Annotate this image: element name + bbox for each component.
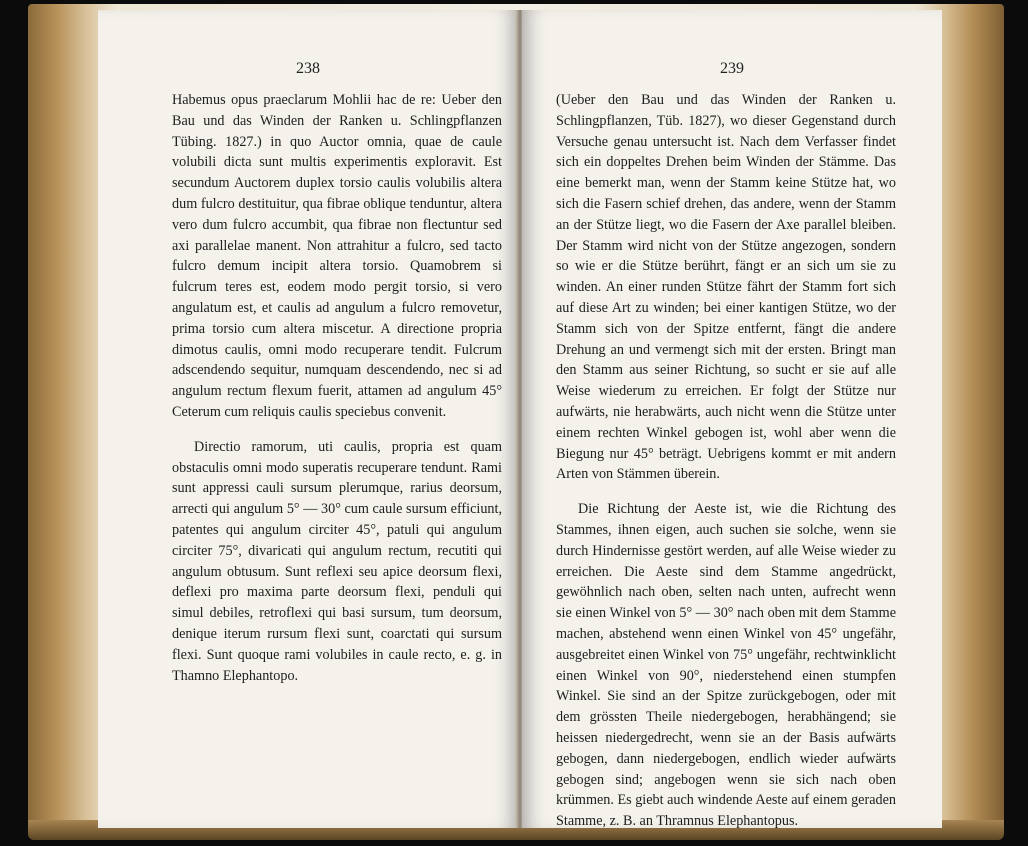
left-paragraph-1: Habemus opus praeclarum Mohlii hac de re: Ueber den Bau und das Winden der Ranken u. Schlingpflanzen Tübing. 1827.) in quo Auctor omnia, quae de caule volubili dicta sunt multis experimentis exploravit. Est secundum Auctorem duplex torsio caulis volubilis altera dum fulcro destituitur, qua fibrae oblique tenduntur, altera vero dum fulcro accumbit, qua fibrae non flectuntur sed axi parallelae manent. Non attrahitur a fulcro, sed tacto fulcro demum incipit altera torsio. Quamobrem si fulcrum teres est, eodem modo pergit torsio, si vero angulatum est, et caulis ad angulum a fulcro removetur, prima torsio cum altera miscetur. A directione propria dimotus caulis, omni modo recuperare tendit. Fulcrum adscendendo sequitur, numquam descendendo, nec si ad angulum rectum flexum fuerit, attamen ad angulum 45° Ceterum cum reliquis caulis speciebus convenit. bbox=[172, 92, 502, 420]
right-page bbox=[522, 10, 942, 828]
left-page-text bbox=[172, 90, 502, 686]
right-paragraph-2: Die Richtung der Aeste ist, wie die Richtung des Stammes, ihnen eigen, auch suchen sie solche, wenn sie durch Hindernisse gestört werden, auf alle Weise wieder zu erreichen. Die Aeste sind dem Stamme angedrückt, gewöhnlich nach oben, selten nach unten, aufrecht wenn sie einen Winkel von 5° — 30° nach oben mit dem Stamme machen, abstehend wenn einen Winkel von 45° ungefähr, ausgebreitet einen Winkel von 75° ungefähr, rechtwinklicht einen Winkel von 90°, niederstehend einen stumpfen Winkel. Sie sind an der Spitze zurückgebogen, oder mit dem grössten Theile niedergebogen, herabhängend; sie heissen niedergedrecht, wenn sie an der Basis aufwärts gebogen, dann niedergebogen, endlich wieder aufwärts gebogen sind; angebogen wenn sie sich nach oben krümmen. Es giebt auch windende Aeste auf einem geraden Stamme, z. B. an Thramnus Elephantopus. bbox=[556, 501, 896, 830]
right-page-number: 239 bbox=[720, 60, 744, 77]
left-paragraph-2: Directio ramorum, uti caulis, propria est quam obstaculis omni modo superatis recuperare tendunt. Rami sunt appressi cauli sursum plerumque, rarius deorsum, arrecti qui angulum 5° — 30° cum caule sursum efficiunt, patentes qui angulum circiter 45°, patuli qui angulum circiter 75°, divaricati qui angulum rectum, recutiti qui angulum obtusum. Sunt reflexi seu apice deorsum flexi, deflexi pro maxima parte deorsum flexi, penduli qui simul debiles, retroflexi qui basi sursum, tum deorsum, denique iterum rursum flexi sunt, coarctati qui sursum flexi. Sunt quoque rami volubiles in caule recto, e. g. in Thamno Elephantopo. bbox=[172, 438, 502, 684]
left-page bbox=[98, 10, 518, 828]
right-paragraph-1: (Ueber den Bau und das Winden der Ranken u. Schlingpflanzen, Tüb. 1827), wo dieser Gegenstand durch Versuche genau untersucht ist. Nach dem Verfasser findet sich ein doppeltes Drehen beim Winden der Stämme. Das eine bemerkt man, wenn der Stamm keine Stütze hat, wo sich die Fasern schief drehen, das andere, wenn der Stamm an der Stütze liegt, wo die Fasern der Axe parallel bleiben. Der Stamm wird nicht von der Stütze angezogen, sondern so wie er die Stütze berührt, fängt er an sich um sie zu winden. An einer runden Stütze fährt der Stamm fort sich auf diese Art zu winden; bei einer kantigen Stütze, wo der Stamm sich von der Spitze entfernt, fängt die andere Drehung an und vermengt sich mit der ersten. Bringt man den Stamm aus seiner Richtung, so sucht er sie auf alle Weise wiederum zu erreichen. Er folgt der Stütze nur aufwärts, nie herabwärts, auch nicht wenn die Stütze unter einem rechten Winkel gebogen ist, wohl aber wenn die Biegung nur 45° beträgt. Uebrigens kommt er mit andern Arten von Stämmen überein. bbox=[556, 92, 896, 483]
left-page-number: 238 bbox=[296, 60, 320, 77]
right-page-text bbox=[556, 90, 896, 832]
